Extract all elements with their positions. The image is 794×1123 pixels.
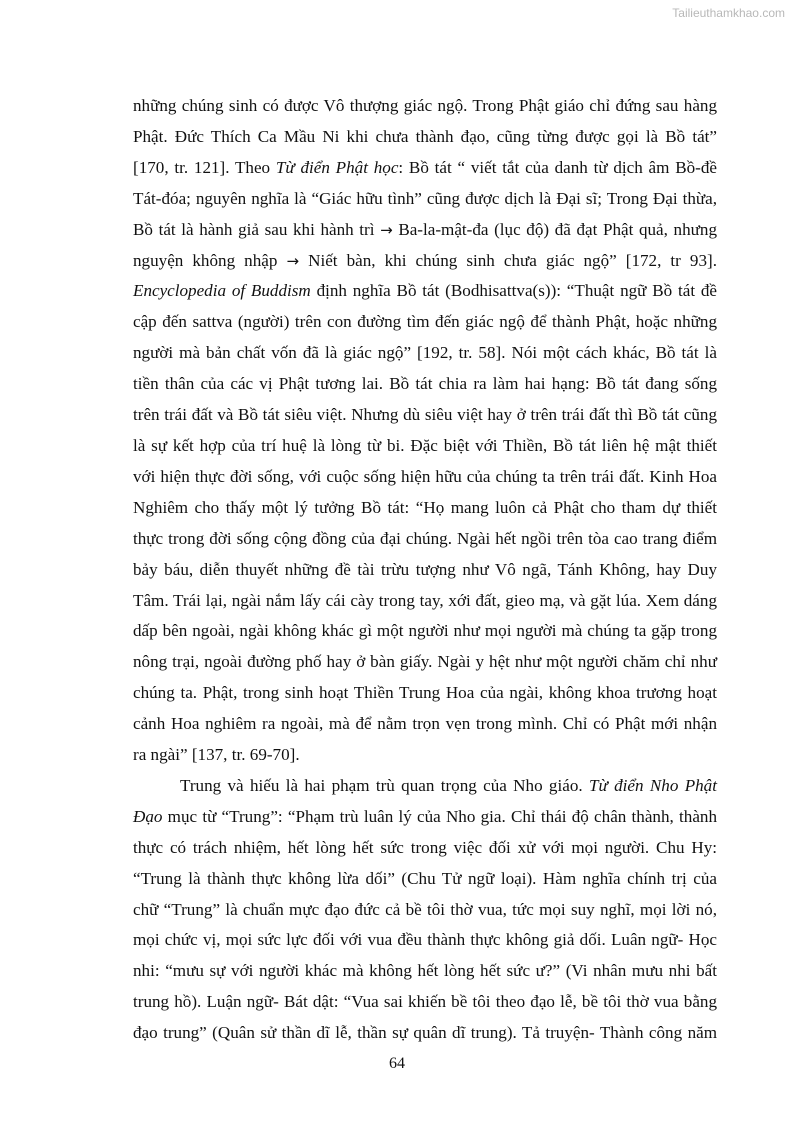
arrow-right-icon: → bbox=[286, 251, 300, 270]
text-line: Nghiêm cho thấy một lý tưởng Bồ tát: “Họ mang luôn cả Phật cho tham dự thiết bbox=[133, 497, 717, 517]
text-run: định nghĩa Bồ tát (Bodhisattva(s)): “Thuật ngữ Bồ tát đề bbox=[310, 281, 718, 301]
text-line: Phật. Đức Thích Ca Mầu Ni khi chưa thành đạo, cũng từng được gọi là Bồ tát” bbox=[133, 126, 717, 146]
text-line bbox=[133, 153, 717, 184]
page-body bbox=[133, 91, 717, 1049]
text-line: với hiện thực đời sống, với cuộc sống hiện hữu của chúng ta trên trái đất. Kinh Hoa bbox=[133, 466, 717, 486]
page-number: 64 bbox=[389, 1055, 405, 1072]
text-run: Ba-la-mật-đa (lục độ) đã đạt Phật quả, nhưng bbox=[398, 219, 717, 239]
text-line: trung hồ). Luận ngữ- Bát dật: “Vua sai khiến bề tôi theo đạo lễ, bề tôi thờ vua bằng bbox=[133, 992, 717, 1012]
text-line: nông trại, ngoài đường phố hay ở bàn giấy. Ngài y hệt như một người chăm chỉ như bbox=[133, 652, 717, 672]
text-line: nhi: “mưu sự với người khác mà không hết lòng hết sức ư?” (Vi nhân mưu nhi bất bbox=[133, 961, 717, 981]
text-line: thực trong đời sống cộng đồng của đại chúng. Ngài hết ngồi trên tòa cao trang điểm bbox=[133, 528, 717, 548]
text-line: ra ngài” [137, tr. 69-70]. bbox=[133, 745, 300, 765]
text-line: mọi chức vị, mọi sức lực đối với vua đều thành thực không giả dối. Luân ngữ- Học bbox=[133, 930, 717, 950]
text-line bbox=[133, 246, 717, 277]
book-title: Từ điển Nho Phật bbox=[588, 775, 717, 795]
text-line: dấp bên ngoài, ngài không khác gì một người như mọi người mà chúng ta gặp trong bbox=[133, 621, 717, 641]
text-run: Trung và hiếu là hai phạm trù quan trọng của Nho giáo. bbox=[180, 775, 589, 795]
text-line: người mà bản chất vốn đã là giác ngộ” [192, tr. 58]. Nói một cách khác, Bồ tát là bbox=[133, 343, 717, 363]
book-title: Encyclopedia of Buddism bbox=[133, 281, 311, 301]
book-title: Từ điển Phật học bbox=[275, 157, 399, 177]
text-line: chữ “Trung” là chuẩn mực đạo đức cả bề tôi thờ vua, tức mọi suy nghĩ, mọi lời nó, bbox=[133, 899, 717, 919]
text-run: [170, tr. 121]. Theo bbox=[133, 157, 276, 177]
paragraph-trung-hieu bbox=[133, 771, 717, 1049]
text-line: tiền thân của các vị Phật tương lai. Bồ tát chia ra làm hai hạng: Bồ tát đang sống bbox=[133, 374, 717, 394]
arrow-right-icon: → bbox=[380, 220, 393, 239]
watermark: Tailieuthamkhao.com bbox=[672, 6, 785, 20]
text-line: chúng ta. Phật, trong sinh hoạt Thiền Trung Hoa của ngài, không khoa trương hoạt bbox=[133, 683, 717, 703]
text-run: Bồ tát là hành giả sau khi hành trì bbox=[133, 219, 381, 239]
text-line: Tát-đóa; nguyên nghĩa là “Giác hữu tình” cũng được dịch là Đại sĩ; Trong Đại thừa, bbox=[133, 188, 717, 208]
text-line: những chúng sinh có được Vô thượng giác ngộ. Trong Phật giáo chỉ đứng sau hàng bbox=[133, 96, 717, 115]
text-line: trên trái đất và Bồ tát siêu việt. Nhưng dù siêu việt hay ở trên trái đất thì Bồ tát cũng bbox=[133, 405, 717, 425]
text-run: nguyện không nhập bbox=[133, 250, 287, 270]
text-line: Tâm. Trái lại, ngài nắm lấy cái cày trong tay, xới đất, gieo mạ, và gặt lúa. Xem dáng bbox=[133, 590, 717, 610]
text-run: Niết bàn, khi chúng sinh chưa giác ngộ” [172, tr 93]. bbox=[308, 250, 717, 270]
text-run: mục từ “Trung”: “Phạm trù luân lý của Nho gia. Chỉ thái độ chân thành, thành bbox=[162, 806, 717, 826]
text-line bbox=[133, 771, 717, 802]
text-run: : Bồ tát “ viết tắt của danh từ dịch âm Bồ-đề bbox=[398, 157, 717, 177]
text-line bbox=[133, 215, 717, 246]
text-line bbox=[133, 276, 717, 307]
text-line: bảy báu, diễn thuyết những đề tài trừu tượng như Vô ngã, Tánh Không, hay Duy bbox=[133, 559, 717, 579]
text-line: là sự kết hợp của trí huệ là lòng từ bi. Đặc biệt với Thiền, Bồ tát liên hệ mật thiết bbox=[133, 435, 717, 455]
text-line: đạo trung” (Quân sử thần dĩ lễ, thần sự quân dĩ trung). Tả truyện- Thành công năm bbox=[133, 1023, 717, 1043]
text-line: cập đến sattva (người) trên con đường tìm đến giác ngộ để thành Phật, hoặc những bbox=[133, 312, 717, 332]
paragraph-bodhisattva bbox=[133, 91, 717, 771]
text-line: “Trung là thành thực không lừa dối” (Chu Tử ngữ loại). Hàm nghĩa chính trị của bbox=[133, 868, 717, 888]
text-line: cảnh Hoa nghiêm ra ngoài, mà để nằm trọn vẹn trong mình. Chỉ có Phật mới nhận bbox=[133, 714, 717, 734]
text-line bbox=[133, 802, 717, 833]
text-line: thực có trách nhiệm, hết lòng hết sức trong việc đối xử với mọi người. Chu Hy: bbox=[133, 837, 717, 857]
book-title: Đạo bbox=[133, 806, 163, 826]
